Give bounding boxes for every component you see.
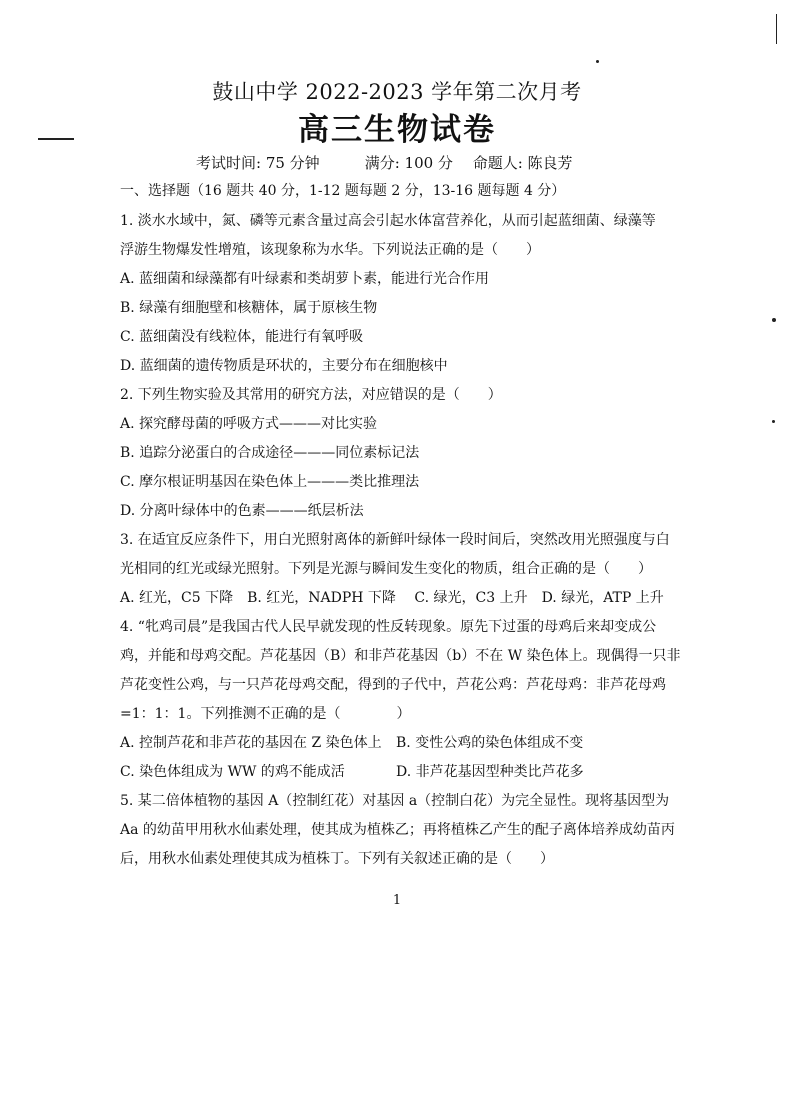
q5-stem-2: Aa 的幼苗甲用秋水仙素处理，使其成为植株乙；再将植株乙产生的配子离体培养成幼苗丙 bbox=[120, 822, 675, 838]
q1-stem-2: 浮游生物爆发性增殖，该现象称为水华。下列说法正确的是（ ） bbox=[120, 242, 540, 258]
q3-stem-1: 3. 在适宜反应条件下，用白光照射离体的新鲜叶绿体一段时间后，突然改用光照强度与白 bbox=[120, 532, 670, 548]
q1-option-b: B. 绿藻有细胞壁和核糖体，属于原核生物 bbox=[120, 300, 378, 316]
scan-mark-top-right bbox=[776, 14, 777, 44]
q2-option-a: A. 探究酵母菌的呼吸方式———对比实验 bbox=[120, 416, 378, 432]
full-score: 满分: 100 分 bbox=[364, 154, 453, 172]
q5-stem-3: 后，用秋水仙素处理使其成为植株丁。下列有关叙述正确的是（ ） bbox=[120, 851, 554, 867]
q2-option-d: D. 分离叶绿体中的色素———纸层析法 bbox=[120, 503, 364, 519]
q2-option-b: B. 追踪分泌蛋白的合成途径———同位素标记法 bbox=[120, 445, 420, 461]
exam-subtitle: 高三生物试卷 bbox=[298, 112, 496, 148]
q4-stem-3: 芦花变性公鸡，与一只芦花母鸡交配，得到的子代中，芦花公鸡：芦花母鸡：非芦花母鸡 bbox=[120, 677, 666, 693]
q4-stem-2: 鸡，并能和母鸡交配。芦花基因（B）和非芦花基因（b）不在 W 染色体上。现偶得一只非 bbox=[120, 648, 681, 664]
q2-option-c: C. 摩尔根证明基因在染色体上———类比推理法 bbox=[120, 474, 420, 490]
q4-option-a: A. 控制芦花和非芦花的基因在 Z 染色体上 bbox=[120, 735, 382, 751]
q4-option-c: C. 染色体组成为 WW 的鸡不能成活 bbox=[120, 764, 345, 780]
q5-stem-1: 5. 某二倍体植物的基因 A（控制红花）对基因 a（控制白花）为完全显性。现将基因型为 bbox=[120, 793, 670, 809]
exam-time: 考试时间: 75 分钟 bbox=[196, 154, 320, 172]
q4-option-d: D. 非芦花基因型种类比芦花多 bbox=[396, 764, 584, 780]
q4-option-b: B. 变性公鸡的染色体组成不变 bbox=[396, 735, 584, 751]
q4-stem-1: 4. “牝鸡司晨”是我国古代人民早就发现的性反转现象。原先下过蛋的母鸡后来却变成公 bbox=[120, 619, 657, 635]
exam-author: 命题人: 陈良芳 bbox=[472, 154, 573, 172]
q3-options: A. 红光，C5 下降 B. 红光，NADPH 下降 C. 绿光，C3 上升 D. 绿光，ATP 上升 bbox=[120, 590, 664, 606]
q1-stem-1: 1. 淡水水域中，氮、磷等元素含量过高会引起水体富营养化，从而引起蓝细菌、绿藻等 bbox=[120, 213, 656, 229]
scan-mark-top bbox=[596, 60, 599, 63]
q1-option-a: A. 蓝细菌和绿藻都有叶绿素和类胡萝卜素，能进行光合作用 bbox=[120, 271, 490, 287]
exam-info bbox=[196, 152, 573, 173]
section-heading: 一、选择题（16 题共 40 分，1-12 题每题 2 分，13-16 题每题 4 分） bbox=[120, 183, 566, 199]
q1-option-c: C. 蓝细菌没有线粒体，能进行有氧呼吸 bbox=[120, 329, 364, 345]
scan-mark-right-2 bbox=[772, 420, 775, 423]
q3-stem-2: 光相同的红光或绿光照射。下列是光源与瞬间发生变化的物质，组合正确的是（ ） bbox=[120, 561, 652, 577]
exam-title: 鼓山中学 2022-2023 学年第二次月考 bbox=[212, 80, 582, 104]
q4-stem-4: =1：1：1。下列推测不正确的是（ ） bbox=[120, 706, 411, 722]
scan-mark-right-1 bbox=[772, 318, 776, 322]
q2-stem: 2. 下列生物实验及其常用的研究方法，对应错误的是（ ） bbox=[120, 387, 502, 403]
page-number: 1 bbox=[392, 893, 402, 908]
q1-option-d: D. 蓝细菌的遗传物质是环状的，主要分布在细胞核中 bbox=[120, 358, 448, 374]
